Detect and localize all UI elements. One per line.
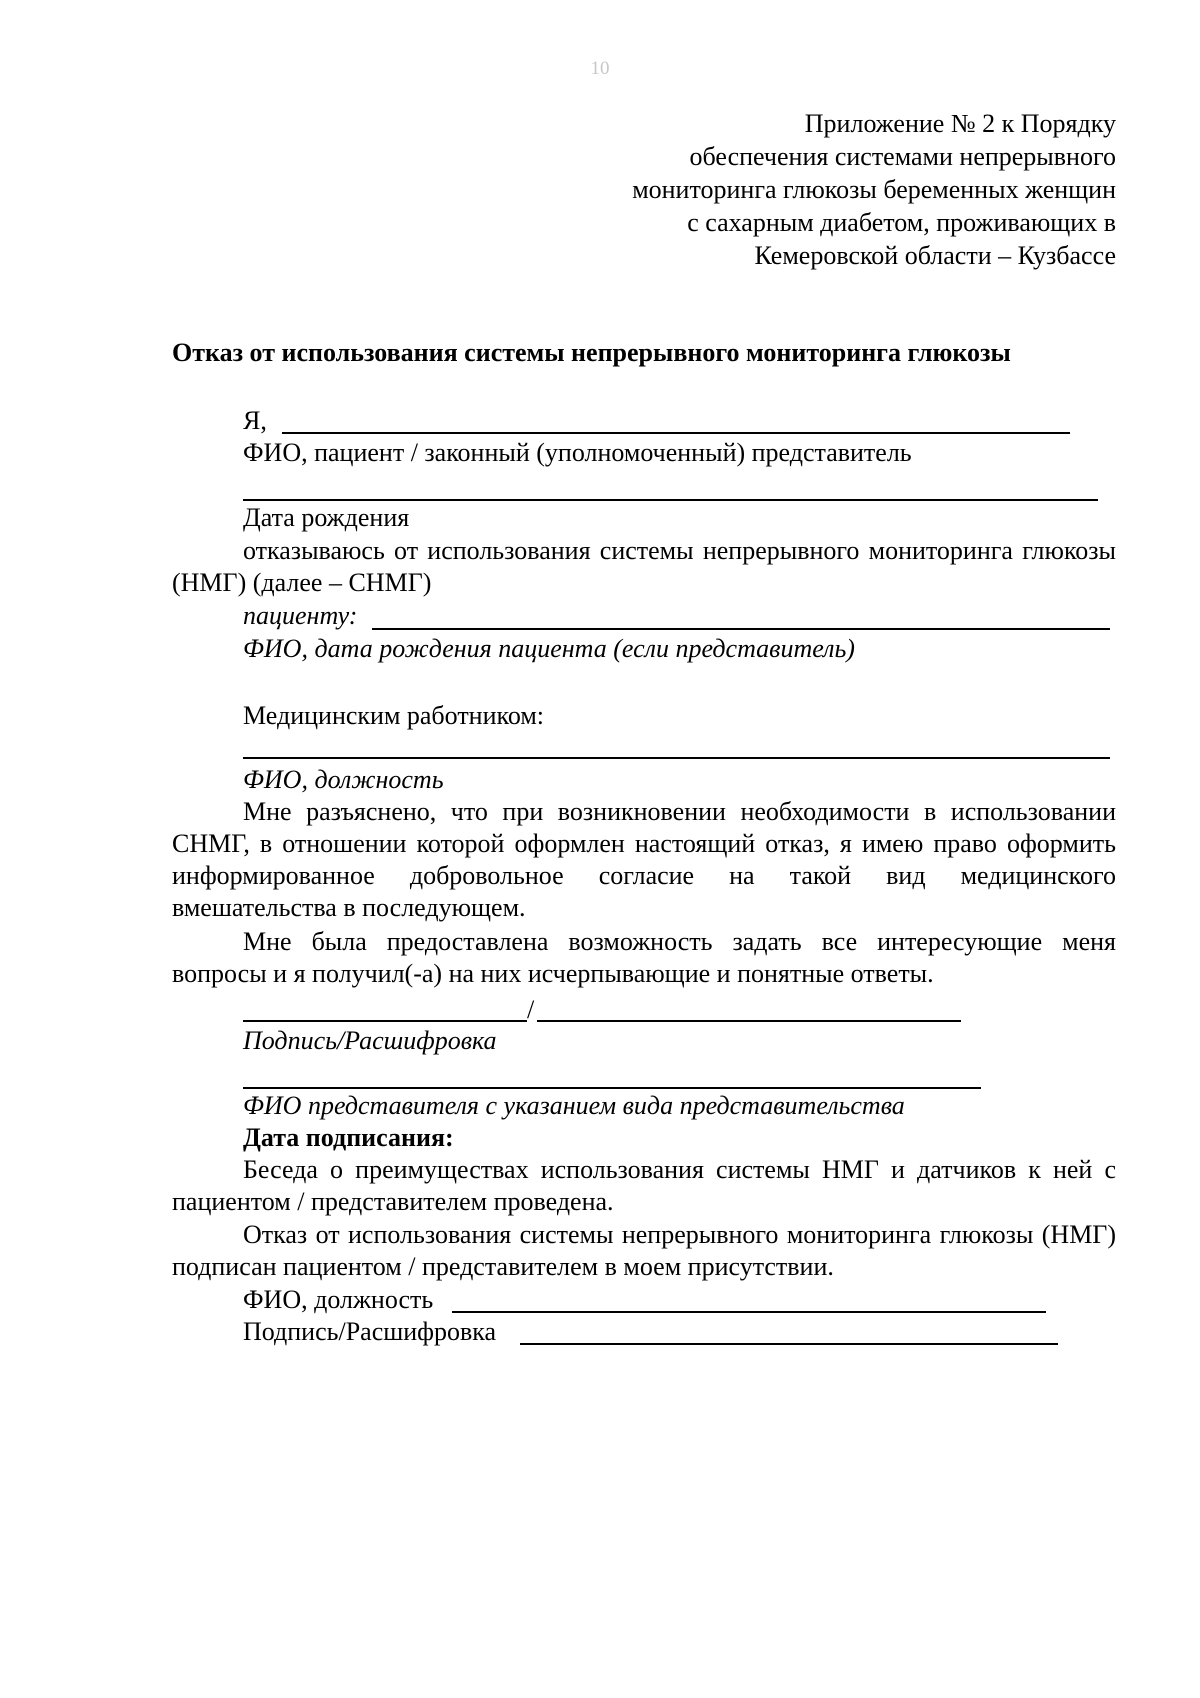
sign-date-label: Дата подписания:	[243, 1123, 454, 1152]
representative-blank-line	[243, 1087, 981, 1089]
fio-caption: ФИО, пациент / законный (уполномоченный) представитель	[243, 438, 912, 467]
staff-fio-label: ФИО, должность	[243, 1285, 434, 1314]
fio-blank-line	[282, 432, 1070, 434]
staff-signature-blank-line	[520, 1343, 1058, 1345]
appendix-line: обеспечения системами непрерывного	[689, 142, 1116, 171]
signature-blank-line	[243, 1020, 527, 1022]
staff-fio-blank-line	[452, 1311, 1046, 1313]
medic-label: Медицинским работником:	[243, 701, 545, 730]
questions-text: Мне была предоставлена возможность задать все интересующие меня вопросы и я получил(-а) на них исчерпывающие и понятные ответы.	[172, 927, 1116, 988]
patient-blank-line	[372, 628, 1110, 630]
medic-caption: ФИО, должность	[243, 765, 444, 794]
explained-text: Мне разъяснено, что при возникновении необходимости в использовании СНМГ, в отношении которой оформлен настоящий отказ, я имею право оформить информированное добровольное согласие на такой вид медицинского вмешательства в последующем.	[172, 797, 1116, 922]
appendix-line: мониторинга глюкозы беременных женщин	[632, 175, 1116, 204]
i-label: Я,	[243, 406, 267, 435]
medic-blank-line	[243, 757, 1110, 759]
appendix-header	[632, 107, 1116, 272]
patient-label: пациенту:	[243, 601, 358, 630]
document-title: Отказ от использования системы непрерывного мониторинга глюкозы	[172, 338, 1011, 367]
appendix-line: Приложение № 2 к Порядку	[804, 109, 1116, 138]
signed-text: Отказ от использования системы непрерывного мониторинга глюкозы (НМГ) подписан пациентом / представителем в моем присутствии.	[172, 1220, 1116, 1281]
dob-blank-line	[243, 499, 1098, 501]
refusal-text: отказываюсь от использования системы непрерывного мониторинга глюкозы (НМГ) (далее – СНМГ)	[172, 536, 1116, 597]
appendix-line: с сахарным диабетом, проживающих в	[687, 208, 1116, 237]
signature-separator: /	[527, 995, 535, 1024]
conversation-text: Беседа о преимуществах использования системы НМГ и датчиков к ней с пациентом / представителем проведена.	[172, 1155, 1116, 1216]
page-number: 10	[590, 58, 610, 79]
decoding-blank-line	[537, 1020, 961, 1022]
signature-caption: Подпись/Расшифровка	[243, 1026, 497, 1055]
appendix-line: Кемеровской области – Кузбассе	[754, 241, 1116, 270]
representative-caption: ФИО представителя с указанием вида представительства	[243, 1091, 905, 1120]
dob-caption: Дата рождения	[243, 503, 410, 532]
patient-caption: ФИО, дата рождения пациента (если представитель)	[243, 634, 855, 663]
staff-signature-label: Подпись/Расшифровка	[243, 1317, 497, 1346]
